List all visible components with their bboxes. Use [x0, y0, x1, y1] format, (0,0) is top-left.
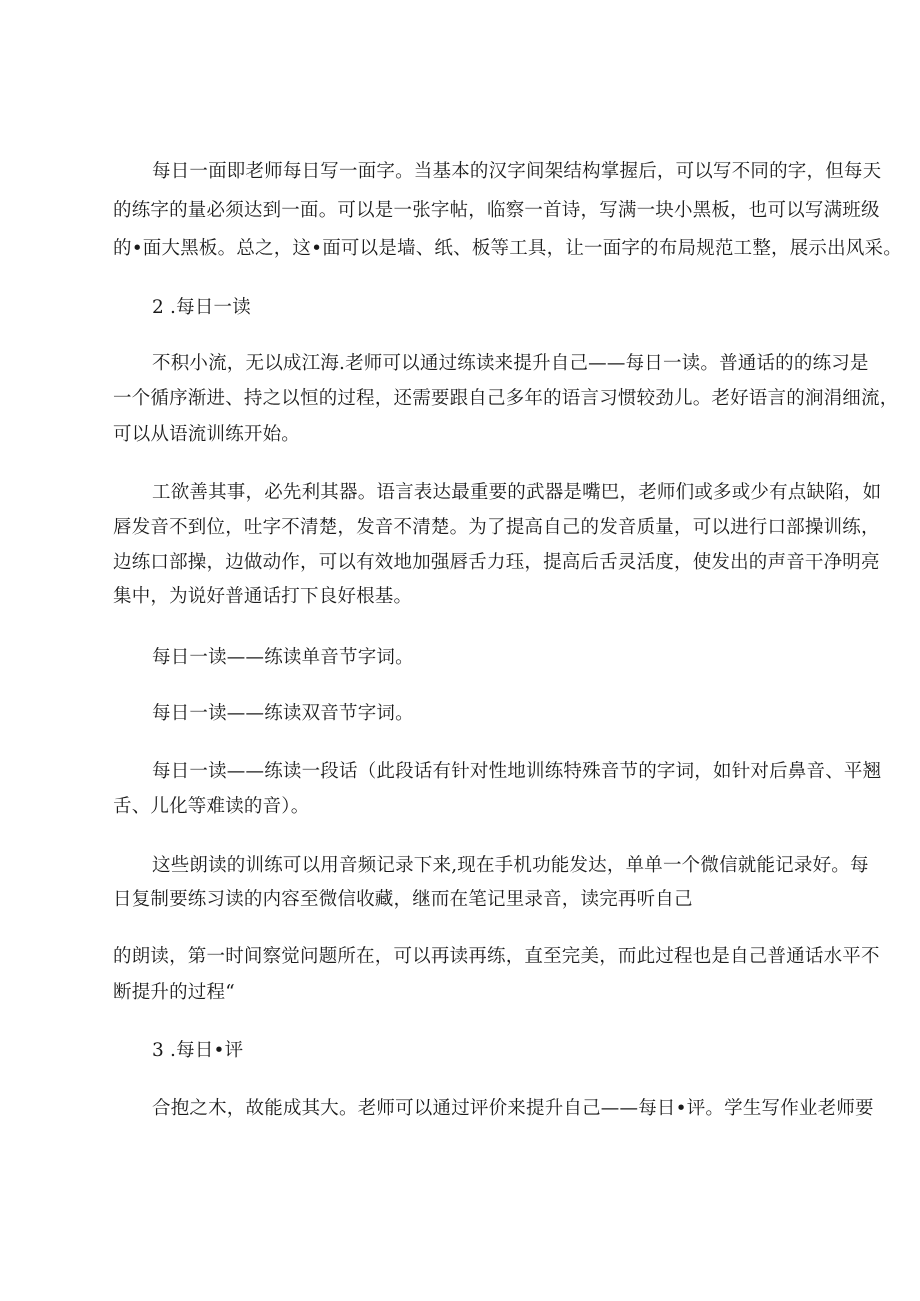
- paragraph-9-line-1: 合抱之木，故能成其大。老师可以通过评价来提升自己——每日•评。学生写作业老师要: [152, 1098, 874, 1119]
- paragraph-1-line-2: 的练字的量必须达到一面。可以是一张字帖，临察一首诗，写满一块小黑板，也可以写满班级: [113, 200, 880, 221]
- paragraph-3-line-1: 工欲善其事，必先利其器。语言表达最重要的武器是嘴巴，老师们或多或少有点缺陷，如: [152, 482, 882, 503]
- paragraph-6-line-1: 每日一读——练读一段话（此段话有针对性地训练特殊音节的字词，如针对后鼻音、平翘: [152, 761, 882, 782]
- paragraph-5: 每日一读——练读双音节字词。: [152, 703, 414, 724]
- paragraph-7-line-1: 这些朗读的训练可以用音频记录下来,现在手机功能发达，单单一个微信就能记录好。每: [152, 855, 869, 876]
- paragraph-1-line-3: 的•面大黑板。总之，这•面可以是墙、纸、板等工具，让一面字的布局规范工整，展示出风采。: [113, 238, 902, 259]
- paragraph-3-line-3: 边练口部操，边做动作，可以有效地加强唇舌力珏，提高后舌灵活度，使发出的声音干净明亮: [113, 552, 880, 573]
- paragraph-3-line-4: 集中，为说好普通话打下良好根基。: [113, 586, 413, 607]
- paragraph-8-line-2: 断提升的过程“: [113, 982, 235, 1003]
- paragraph-2-line-2: 一个循序渐进、持之以恒的过程，还需要跟自己多年的语言习惯较劲儿。老好语言的涧涓细流，: [113, 388, 899, 409]
- paragraph-6-line-2: 舌、儿化等难读的音）。: [113, 796, 310, 817]
- section-heading-3: 3 .每日•评: [152, 1040, 244, 1061]
- paragraph-2-line-1: 不积小流，无以成江海.老师可以通过练读来提升自己——每日一读。普通话的的练习是: [152, 353, 869, 374]
- paragraph-2-line-3: 可以从语流训练开始。: [113, 424, 301, 445]
- paragraph-7-line-2: 日复制要练习读的内容至微信收藏，继而在笔记里录音，读完再听自己: [113, 889, 693, 910]
- paragraph-1-line-1: 每日一面即老师每日写一面字。当基本的汉字间架结构掌握后，可以写不同的字，但每天: [152, 161, 882, 182]
- paragraph-3-line-2: 唇发音不到位，吐字不清楚，发音不清楚。为了提高自己的发音质量，可以进行口部操训练，: [113, 517, 880, 538]
- paragraph-8-line-1: 的朗读，第一时间察觉问题所在，可以再读再练，直至完美，而此过程也是自己普通话水平不: [113, 946, 880, 967]
- section-heading-2: 2 .每日一读: [152, 297, 251, 318]
- paragraph-4: 每日一读——练读单音节字词。: [152, 647, 414, 668]
